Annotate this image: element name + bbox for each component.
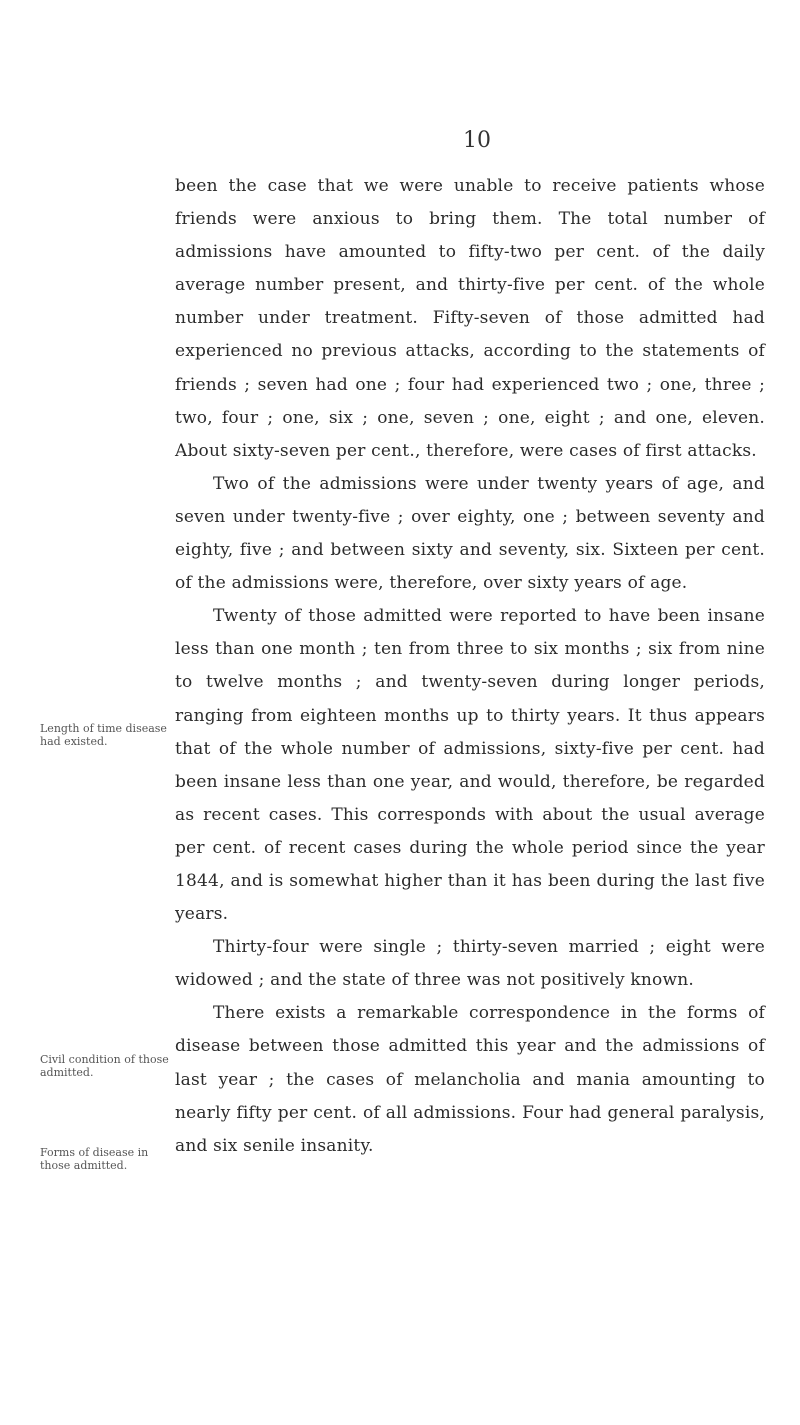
paragraph-civil-condition: Thirty-four were single ; thirty-seven married ; eight were widowed ; and the state of three was not positively known. bbox=[175, 937, 765, 991]
page-number: 10 bbox=[463, 128, 491, 153]
margin-note-forms-of-disease: Forms of disease in those admitted. bbox=[40, 1146, 149, 1172]
body-text bbox=[175, 170, 765, 1163]
paragraph-duration: Twenty of those admitted were reported to have been insane less than one month ; ten from three to six months ; six from nine to twelve months ; and twenty-seven during longer periods, ranging from eighteen months up to thirty years. It thus appears that of the whole number of admissions, sixty-five per cent. had been insane less than one year, and would, therefore, be regarded as recent cases. This corresponds with about the usual average per cent. of recent cases during the whole period since the year 1844, and is somewhat higher than it has been during the last five years. bbox=[175, 606, 765, 925]
paragraph-forms-of-disease: There exists a remarkable correspondence in the forms of disease between those admitted this year and the admissions of last year ; the cases of melancholia and mania amounting to nearly fifty per cent. of all admissions. Four had general paralysis, and six senile insanity. bbox=[175, 1003, 765, 1156]
paragraph-admissions: been the case that we were unable to receive patients whose friends were anxious to bring them. The total number of admissions have amounted to fifty-two per cent. of the daily average number present, and thirty-five per cent. of the whole number under treatment. Fifty-seven of those admitted had experienced no previous attacks, according to the statements of friends ; seven had one ; four had experienced two ; one, three ; two, four ; one, six ; one, seven ; one, eight ; and one, eleven. About sixty-seven per cent., therefore, were cases of first attacks. bbox=[175, 176, 765, 461]
margin-note-length-of-time: Length of time disease had existed. bbox=[40, 722, 167, 748]
margin-note-civil-condition: Civil condition of those admitted. bbox=[40, 1053, 169, 1079]
paragraph-age: Two of the admissions were under twenty years of age, and seven under twenty-five ; over eighty, one ; between seventy and eighty, five ; and between sixty and seventy, six. Sixteen per cent. of the admissions were, therefore, over sixty years of age. bbox=[175, 473, 765, 594]
